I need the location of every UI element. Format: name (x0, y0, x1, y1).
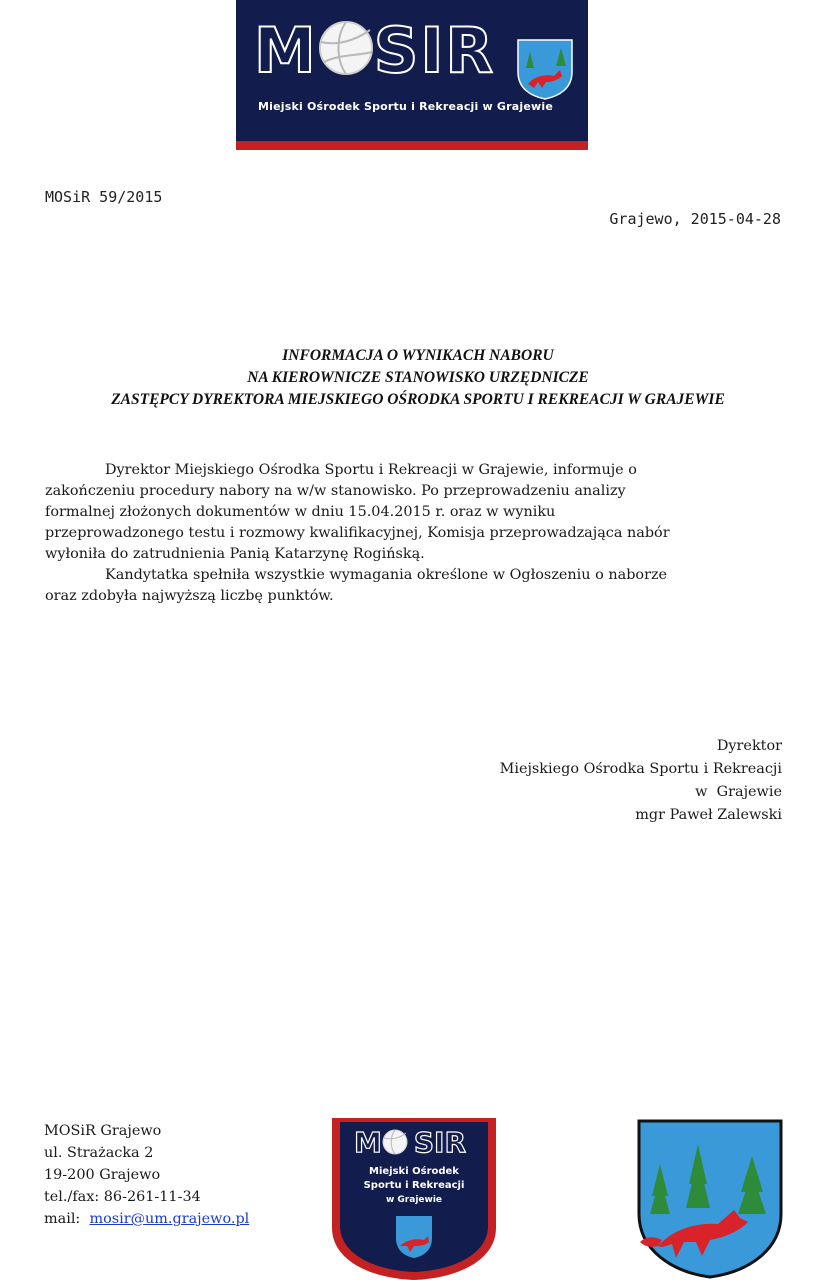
footer-logo-subtitle-1: Miejski Ośrodek (369, 1166, 459, 1177)
signature-line: mgr Paweł Zalewski (635, 807, 782, 823)
logo-red-stripe (236, 141, 588, 150)
footer-logo-subtitle-2: Sportu i Rekreacji (363, 1180, 465, 1191)
reference-number: MOSiR 59/2015 (45, 188, 163, 206)
title-line: NA KIEROWNICZE STANOWISKO URZĘDNICZE (247, 369, 589, 386)
body-line: wyłoniła do zatrudnienia Panią Katarzynę Rogińską. (45, 546, 425, 562)
logo-subtitle: Miejski Ośrodek Sportu i Rekreacji w Grajewie (258, 100, 554, 113)
mail-label: mail: (44, 1211, 81, 1227)
footer-contact (44, 1120, 249, 1230)
volleyball-icon (383, 1130, 407, 1154)
body-text (45, 460, 805, 607)
place-and-date: Grajewo, 2015-04-28 (609, 210, 781, 228)
signature-line: w Grajewie (695, 784, 782, 800)
body-line: przeprowadzonego testu i rozmowy kwalifikacyjnej, Komisja przeprowadzająca nabór (45, 525, 670, 541)
footer-logo-subtitle-3: w Grajewie (385, 1195, 443, 1205)
body-line: formalnej złożonych dokumentów w dniu 15.04.2015 r. oraz w wyniku (45, 504, 556, 520)
fox-crest-icon (396, 1216, 432, 1258)
contact-line: MOSiR Grajewo (44, 1123, 162, 1139)
contact-mail-row (44, 1208, 249, 1230)
fox-crest-icon (636, 1118, 784, 1280)
signature-block (500, 735, 782, 827)
contact-line: ul. Strażacka 2 (44, 1145, 154, 1161)
body-line: Kandytatka spełniła wszystkie wymagania określone w Ogłoszeniu o naborze (105, 567, 668, 583)
footer-logo-word: M SIR (354, 1126, 467, 1159)
title-line: ZASTĘPCY DYREKTORA MIEJSKIEGO OŚRODKA SPORTU I REKREACJI W GRAJEWIE (111, 391, 725, 408)
footer-mosir-logo (332, 1118, 496, 1280)
body-line: zakończeniu procedury nabory na w/w stanowisko. Po przeprowadzeniu analizy (45, 483, 626, 499)
contact-line: tel./fax: 86-261-11-34 (44, 1189, 201, 1205)
logo-letter-m: M (254, 14, 318, 87)
volleyball-icon (318, 20, 374, 76)
signature-line: Miejskiego Ośrodka Sportu i Rekreacji (499, 761, 782, 777)
email-link[interactable]: mosir@um.grajewo.pl (89, 1211, 250, 1227)
contact-line: 19-200 Grajewo (44, 1167, 161, 1183)
body-line: Dyrektor Miejskiego Ośrodka Sportu i Rekreacji w Grajewie, informuje o (105, 462, 637, 478)
header-logo (236, 0, 588, 150)
document-title (0, 345, 836, 411)
fox-crest-icon (516, 38, 574, 100)
logo-letters-sir: SIR (373, 14, 496, 87)
logo-wordmark (254, 14, 496, 87)
body-line: oraz zdobyła najwyższą liczbę punktów. (45, 588, 334, 604)
signature-line: Dyrektor (716, 738, 782, 754)
title-line: INFORMACJA O WYNIKACH NABORU (282, 347, 554, 364)
